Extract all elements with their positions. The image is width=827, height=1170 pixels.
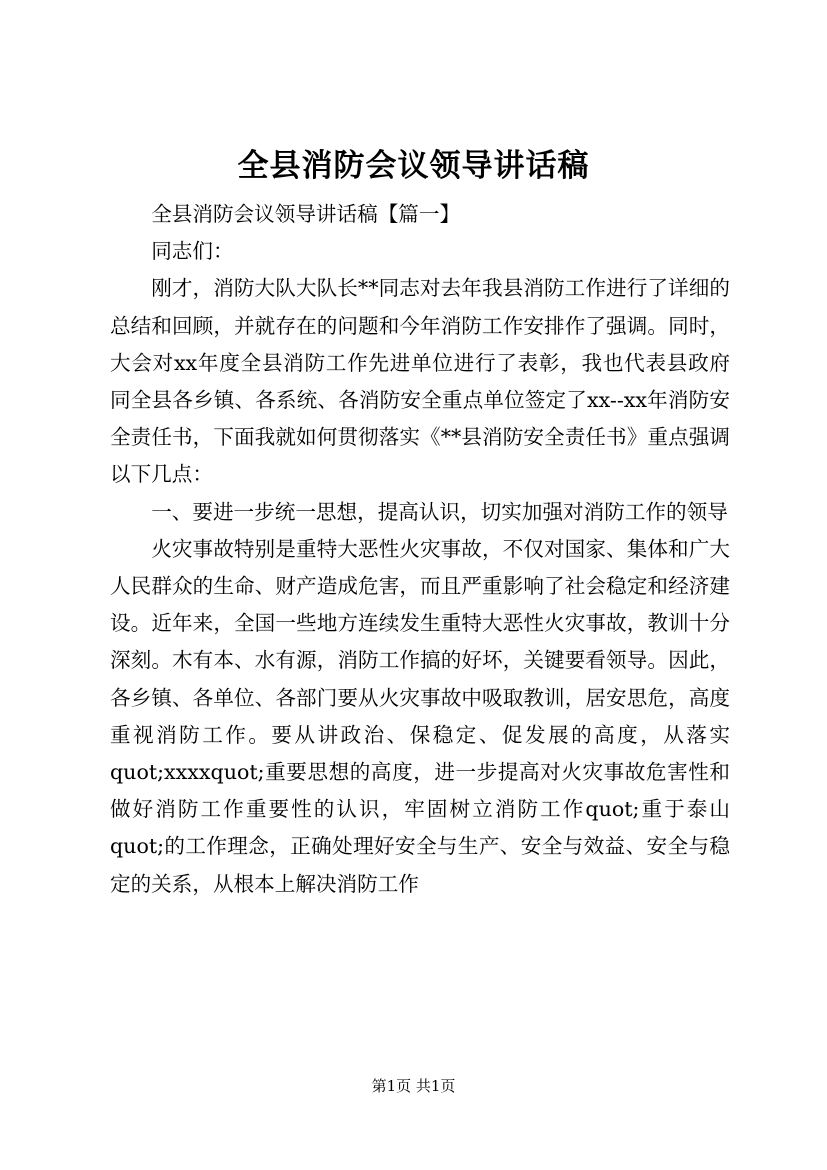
page-footer: 第1页 共1页 <box>371 1077 456 1095</box>
document-body <box>110 196 730 903</box>
document-subtitle: 全县消防会议领导讲话稿【篇一】 <box>151 202 461 226</box>
section-heading-1: 一、要进一步统一思想，提高认识，切实加强对消防工作的领导 <box>151 499 728 524</box>
document-title: 全县消防会议领导讲话稿 <box>237 148 590 184</box>
greeting: 同志们： <box>151 239 234 264</box>
paragraph-2: 火灾事故特别是重特大恶性火灾事故，不仅对国家、集体和广大人民群众的生命、财产造成危害，而且严重影响了社会稳定和经济建设。近年来，全国一些地方连续发生重特大恶性火灾事故，教训十分深刻。木有本、水有源，消防工作搞的好坏，关键要看领导。因此，各乡镇、各单位、各部门要从火灾事故中吸取教训，居安思危，高度重视消防工作。要从讲政治、保稳定、促发展的高度，从落实quot;xxxxquot;重要思想的高度，进一步提高对火灾事故危害性和做好消防工作重要性的认识，牢固树立消防工作quot;重于泰山quot;的工作理念，正确处理好安全与生产、安全与效益、安全与稳定的关系，从根本上解决消防工作 <box>110 536 730 896</box>
paragraph-1: 刚才，消防大队大队长**同志对去年我县消防工作进行了详细的总结和回顾，并就存在的问题和今年消防工作安排作了强调。同时，大会对xx年度全县消防工作先进单位进行了表彰，我也代表县政府同全县各乡镇、各系统、各消防安全重点单位签定了xx--xx年消防安全责任书，下面我就如何贯彻落实《**县消防安全责任书》重点强调以下几点： <box>110 276 730 487</box>
